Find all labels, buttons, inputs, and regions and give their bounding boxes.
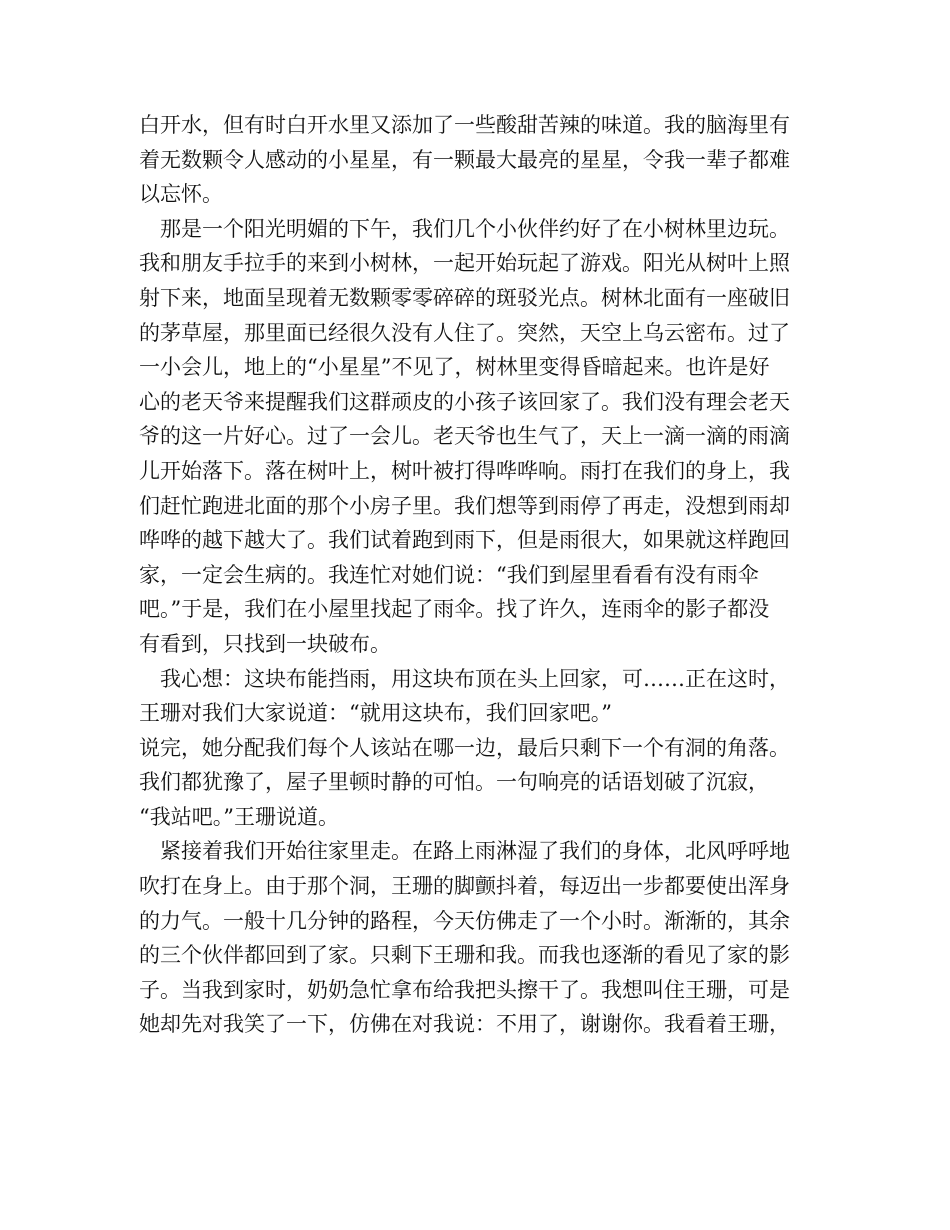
text-line: 心的老天爷来提醒我们这群顽皮的小孩子该回家了。我们没有理会老天 bbox=[139, 389, 790, 414]
text-line: 那是一个阳光明媚的下午，我们几个小伙伴约好了在小树林里边玩。 bbox=[139, 216, 790, 241]
text-line: 紧接着我们开始往家里走。在路上雨淋湿了我们的身体，北风呼呼地 bbox=[139, 839, 790, 864]
text-line: 子。当我到家时，奶奶急忙拿布给我把头擦干了。我想叫住王珊，可是 bbox=[139, 977, 790, 1002]
text-line: 我们都犹豫了，屋子里顿时静的可怕。一句响亮的话语划破了沉寂， bbox=[139, 770, 769, 795]
text-line: 一小会儿，地上的“小星星”不见了，树林里变得昏暗起来。也许是好 bbox=[139, 355, 770, 380]
text-line: 我心想：这块布能挡雨，用这块布顶在头上回家，可……正在这时， bbox=[139, 666, 790, 691]
text-line: 我和朋友手拉手的来到小树林，一起开始玩起了游戏。阳光从树叶上照 bbox=[139, 251, 790, 276]
text-line: 吧。”于是，我们在小屋里找起了雨伞。找了许久，连雨伞的影子都没 bbox=[139, 597, 770, 622]
text-line: 王珊对我们大家说道：“就用这块布，我们回家吧。” bbox=[139, 701, 612, 726]
text-line: 哗哗的越下越大了。我们试着跑到雨下，但是雨很大，如果就这样跑回 bbox=[139, 528, 790, 553]
body-text bbox=[139, 108, 839, 1042]
text-line: “我站吧。”王珊说道。 bbox=[139, 804, 339, 829]
text-line: 家，一定会生病的。我连忙对她们说：“我们到屋里看看有没有雨伞 bbox=[139, 562, 759, 587]
text-line: 爷的这一片好心。过了一会儿。老天爷也生气了，天上一滴一滴的雨滴 bbox=[139, 424, 790, 449]
text-line: 儿开始落下。落在树叶上，树叶被打得哗哗响。雨打在我们的身上，我 bbox=[139, 458, 790, 483]
text-line: 白开水，但有时白开水里又添加了一些酸甜苦辣的味道。我的脑海里有 bbox=[139, 113, 790, 137]
text-line: 她却先对我笑了一下，仿佛在对我说：不用了，谢谢你。我看着王珊， bbox=[139, 1012, 790, 1037]
text-line: 的力气。一般十几分钟的路程，今天仿佛走了一个小时。渐渐的，其余 bbox=[139, 908, 790, 933]
text-line: 的茅草屋，那里面已经很久没有人住了。突然，天空上乌云密布。过了 bbox=[139, 320, 790, 345]
text-line: 着无数颗令人感动的小星星，有一颗最大最亮的星星，令我一辈子都难 bbox=[139, 147, 790, 172]
text-line: 以忘怀。 bbox=[139, 182, 223, 207]
text-line: 吹打在身上。由于那个洞，王珊的脚颤抖着，每迈出一步都要使出浑身 bbox=[139, 874, 790, 899]
text-line: 有看到，只找到一块破布。 bbox=[139, 631, 391, 656]
text-line: 说完，她分配我们每个人该站在哪一边，最后只剩下一个有洞的角落。 bbox=[139, 735, 790, 760]
text-line: 的三个伙伴都回到了家。只剩下王珊和我。而我也逐渐的看见了家的影 bbox=[139, 943, 790, 968]
text-line: 射下来，地面呈现着无数颗零零碎碎的斑驳光点。树林北面有一座破旧 bbox=[139, 285, 790, 310]
text-line: 们赶忙跑进北面的那个小房子里。我们想等到雨停了再走，没想到雨却 bbox=[139, 493, 790, 518]
